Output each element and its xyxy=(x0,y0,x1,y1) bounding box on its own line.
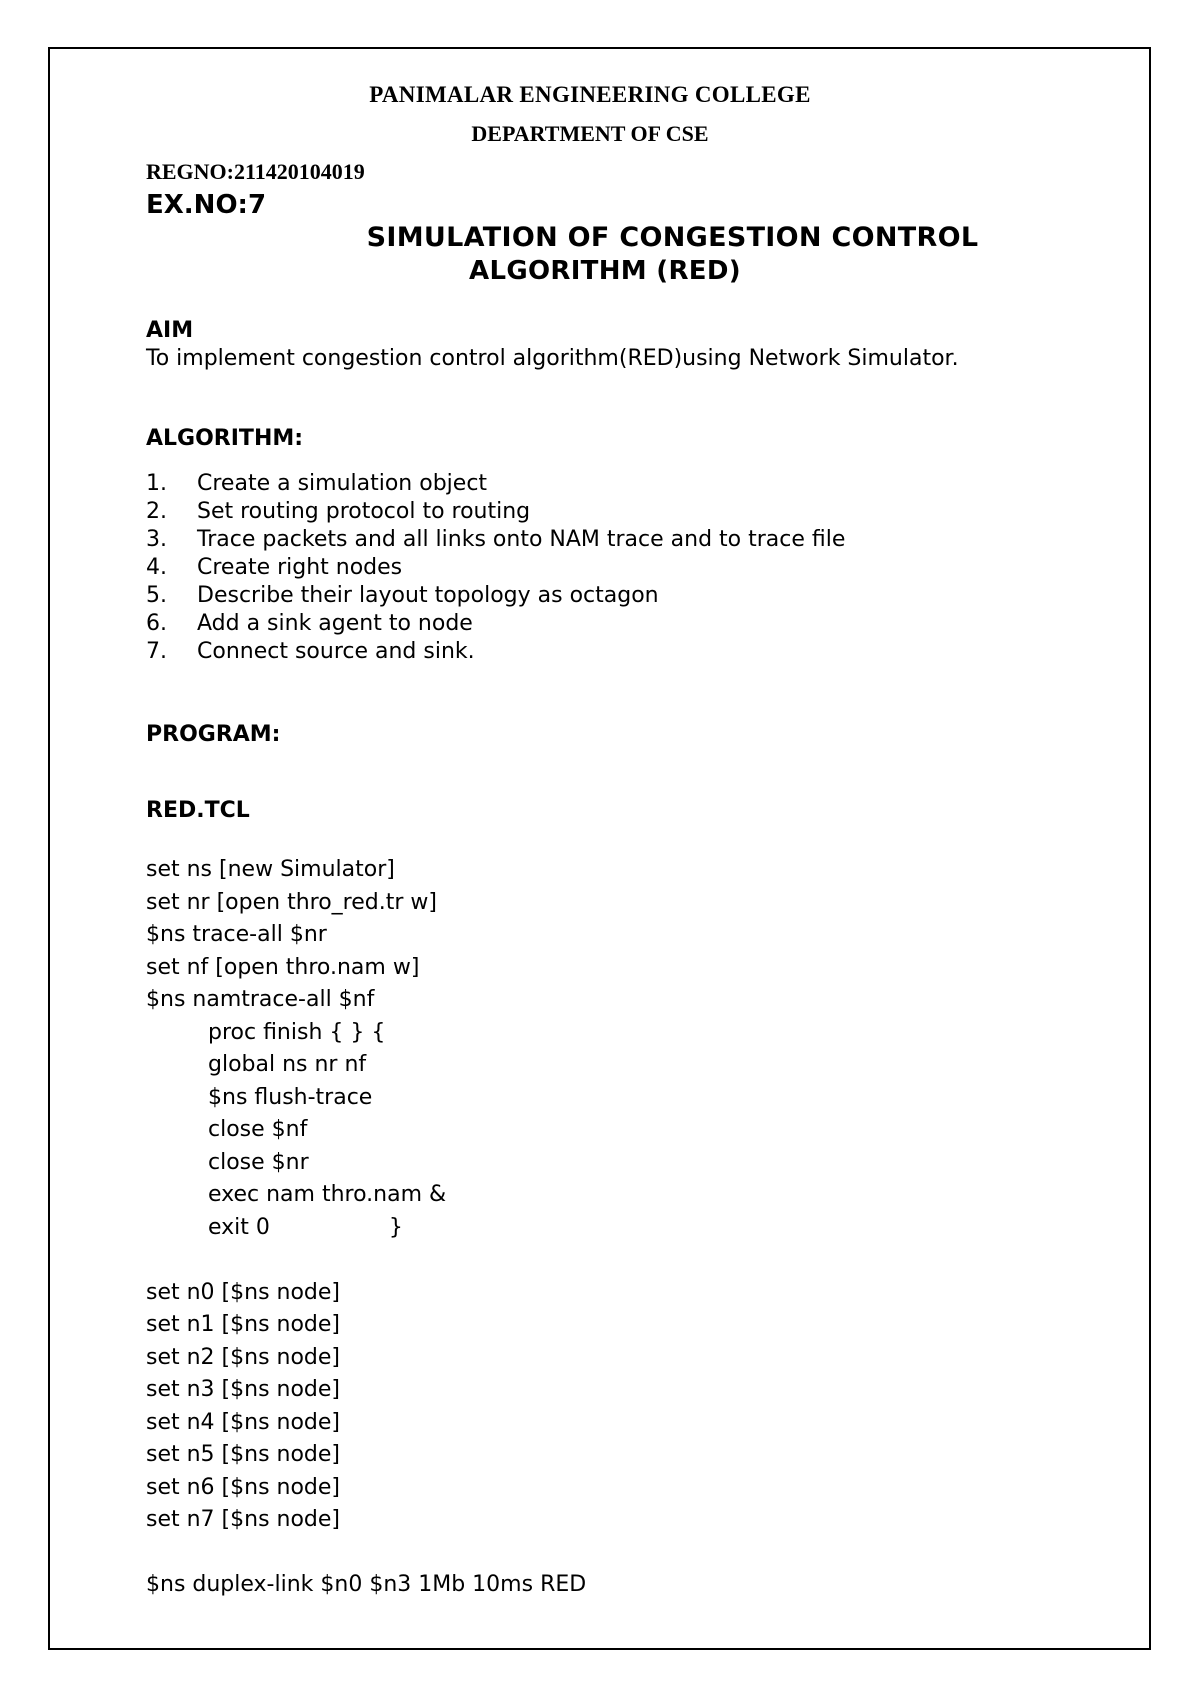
code-line: $ns trace-all $nr xyxy=(146,922,327,947)
code-line: set ns [new Simulator] xyxy=(146,857,395,882)
code-line: close $nr xyxy=(208,1149,309,1175)
code-line: close $nf xyxy=(208,1117,308,1142)
list-item xyxy=(146,554,845,582)
list-item xyxy=(146,638,845,666)
code-line: global ns nr nf xyxy=(208,1052,367,1077)
code-line: set n3 [$ns node] xyxy=(146,1377,341,1402)
code-line: set n5 [$ns node] xyxy=(146,1442,341,1467)
list-item xyxy=(146,498,845,526)
list-item xyxy=(146,582,845,610)
step-number: 2. xyxy=(146,499,167,524)
step-number: 7. xyxy=(146,639,167,664)
exercise-number: EX.NO:7 xyxy=(146,190,267,220)
department-name: DEPARTMENT OF CSE xyxy=(471,121,709,146)
step-number: 3. xyxy=(146,527,167,552)
code-line: set nr [open thro_red.tr w] xyxy=(146,889,437,915)
code-line: $ns duplex-link $n0 $n3 1Mb 10ms RED xyxy=(146,1572,587,1597)
code-line: set n4 [$ns node] xyxy=(146,1409,341,1435)
step-number: 6. xyxy=(146,611,167,636)
step-text: Describe their layout topology as octagon xyxy=(197,583,659,608)
code-listing xyxy=(146,854,586,1602)
step-text: Add a sink agent to node xyxy=(197,611,473,636)
title-line-2: ALGORITHM (RED) xyxy=(469,256,741,286)
code-line: $ns namtrace-all $nf xyxy=(146,987,375,1012)
blank-line xyxy=(146,1244,586,1277)
code-line: proc finish { } { xyxy=(208,1019,386,1045)
step-number: 5. xyxy=(146,583,167,608)
algorithm-steps xyxy=(146,470,845,666)
code-closing-brace: } xyxy=(388,1214,403,1240)
step-text: Trace packets and all links onto NAM trace and to trace file xyxy=(197,527,846,552)
aim-text: To implement congestion control algorithm(RED)using Network Simulator. xyxy=(146,346,959,371)
step-number: 1. xyxy=(146,471,167,496)
program-heading: PROGRAM: xyxy=(146,722,281,747)
college-name: PANIMALAR ENGINEERING COLLEGE xyxy=(369,82,811,107)
list-item xyxy=(146,526,845,554)
title-line-1: SIMULATION OF CONGESTION CONTROL xyxy=(366,222,979,253)
aim-heading: AIM xyxy=(146,318,194,343)
program-filename: RED.TCL xyxy=(146,798,250,823)
code-line: set n6 [$ns node] xyxy=(146,1474,341,1500)
regno: REGNO:211420104019 xyxy=(146,159,365,184)
code-line: exec nam thro.nam & xyxy=(208,1182,447,1207)
list-item xyxy=(146,470,845,498)
step-text: Create right nodes xyxy=(197,555,403,580)
step-number: 4. xyxy=(146,555,167,580)
code-line: set nf [open thro.nam w] xyxy=(146,954,420,980)
code-line xyxy=(146,1212,586,1245)
code-line: set n7 [$ns node] xyxy=(146,1507,341,1532)
code-exit: exit 0 xyxy=(208,1214,270,1240)
step-text: Create a simulation object xyxy=(197,471,488,496)
algorithm-heading: ALGORITHM: xyxy=(146,426,304,451)
code-line: set n2 [$ns node] xyxy=(146,1344,341,1370)
blank-line xyxy=(146,1537,586,1570)
code-line: set n1 [$ns node] xyxy=(146,1312,341,1337)
step-text: Connect source and sink. xyxy=(197,639,475,664)
list-item xyxy=(146,610,845,638)
step-text: Set routing protocol to routing xyxy=(197,499,531,524)
code-line: $ns flush-trace xyxy=(208,1084,373,1110)
code-line: set n0 [$ns node] xyxy=(146,1279,341,1305)
